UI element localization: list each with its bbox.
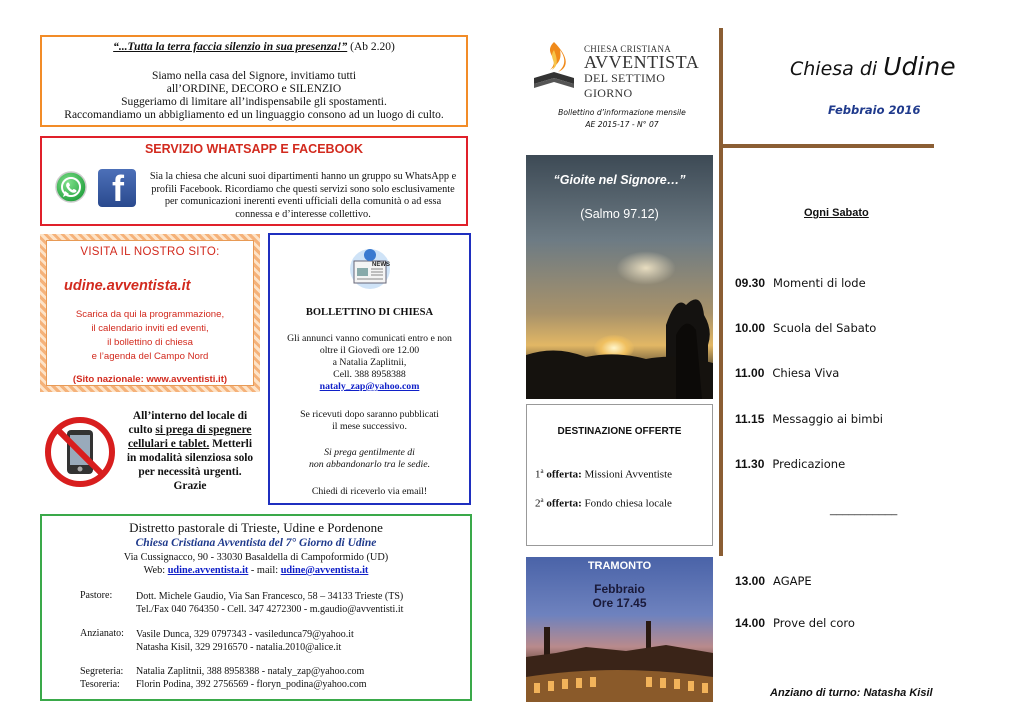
bulletin-title: BOLLETTINO DI CHIESA [305,307,434,318]
segreteria-info: Natalia Zaplitnii, 388 8958388 - nataly_zap@yahoo.com [136,666,365,677]
pastore-info [136,590,403,616]
whatsapp-icon [54,170,88,204]
district-title: Distretto pastorale di Trieste, Udine e Pordenone [129,520,383,535]
verse-ref: (Ab 2.20) [350,41,395,53]
anziani-line-2: Natasha Kisil, 329 2916570 - natalia.2010@alice.it [136,642,342,653]
schedule-separator: ___________ [830,504,898,516]
title-prefix: Chiesa di [790,58,884,80]
district-box [40,514,472,701]
issue-month: Febbraio 2016 [828,103,921,117]
schedule-row: 13.00 AGAPE [735,574,812,588]
logo-line-1: CHIESA CRISTIANA [584,44,672,54]
schedule-row: 11.15 Messaggio ai bimbi [735,412,883,426]
district-mail-link[interactable]: udine@avventista.it [280,565,369,576]
schedule-row: 11.30 Predicazione [735,457,846,471]
notice-line-1: Siamo nella casa del Signore, invitiamo tutti [151,70,357,82]
sky-image [526,155,713,399]
schedule-row: 11.00 Chiesa Viva [735,366,840,380]
offerings-box [526,404,713,546]
cross-vertical [719,28,723,556]
notice-line-4: Raccomandiamo un abbigliamento ed un linguaggio consono ad un luogo di culto. [64,109,444,121]
facebook-icon [98,169,136,207]
newspaper-icon [348,247,392,291]
bulletin-line-3: a Natalia Zaplitnii, [332,357,407,368]
tree-silhouettes [526,285,713,399]
schedule-heading: Ogni Sabato [804,207,869,219]
verse-text: “...Tutta la terra faccia silenzio in sua presenza!” [113,41,348,53]
church-logo [532,40,714,100]
pastore-label: Pastore: [80,590,113,601]
website-box [40,234,260,392]
sky-quote: “Gioite nel Signore…” [553,173,686,187]
phone-line-2: culto si prega di spegnere [128,424,252,436]
phone-line-1: All’interno del locale di [132,410,248,422]
cross-horizontal [723,144,934,148]
phone-line-4: in modalità silenziosa solo [126,452,254,464]
whatsapp-line-4: connessa e d’interesse collettivo. [235,208,371,220]
bulletin-text-2 [270,409,469,433]
verse-line [42,41,466,55]
bulletin-line-5: Se ricevuti dopo saranno pubblicati [300,409,439,420]
bulletin-info-line-2: AE 2015-17 - N° 07 [585,120,659,129]
whatsapp-title: SERVIZIO WHATSAPP E FACEBOOK [144,142,364,156]
site-text [46,308,254,364]
anziani-label: Anzianato: [80,628,124,639]
silence-notice-box [40,35,468,127]
notice-line-3: Suggeriamo di limitare all’indispensabile gli spostamenti. [121,96,387,108]
site-heading: VISITA IL NOSTRO SITO: [80,246,220,258]
bulletin-italic [270,447,469,471]
sunset-month: Febbraio [594,582,645,596]
site-national[interactable]: (Sito nazionale: www.avventisti.it) [72,374,228,385]
bulletin-closing: Chiedi di riceverlo via email! [311,486,428,497]
site-line-1: Scarica da qui la programmazione, [75,309,225,320]
bulletin-info [532,107,712,131]
bulletin-italic-2: non abbandonarlo tra le sedie. [308,459,431,470]
tesoreria-info: Florin Podina, 392 2756569 - floryn_podina@yahoo.com [136,679,367,690]
site-line-2: il calendario inviti ed eventi, [91,323,209,334]
site-line-4: e l’agenda del Campo Nord [91,351,209,362]
notice-line-2: all’ORDINE, DECORO e SILENZIO [166,83,342,95]
flame-bible-icon [532,40,576,90]
district-web-link[interactable]: udine.avventista.it [167,565,249,576]
whatsapp-facebook-box [40,136,468,226]
title-city: Udine [883,52,956,81]
bulletin-line-6: il mese successivo. [332,421,407,432]
schedule-row: 10.00 Scuola del Sabato [735,321,877,335]
news-label: NEWS [372,262,390,268]
elder-on-duty: Anziano di turno: Natasha Kisil [770,687,933,699]
segreteria-label: Segreteria: [80,666,124,677]
bulletin-email-link[interactable]: nataly_zap@yahoo.com [319,381,420,392]
bulletin-text [270,333,469,393]
offering-1: 1$^a$ offerta: Missioni Avventiste [535,467,673,481]
site-line-3: il bollettino di chiesa [107,337,193,348]
phone-line-5: per necessità urgenti. [138,466,242,478]
sky-ref: (Salmo 97.12) [580,207,659,221]
pastore-line-2: Tel./Fax 040 764350 - Cell. 347 4272300 - m.gaudio@avventisti.it [136,604,404,615]
city-silhouette [526,617,713,702]
page-title [790,52,956,81]
whatsapp-text [140,171,466,221]
bulletin-box [268,233,471,505]
facebook-glyph: f [112,168,124,209]
district-church: Chiesa Cristiana Avventista del 7° Giorno di Udine [135,537,377,549]
whatsapp-line-2: profili Facebook. Ricordiamo che questi servizi sono solo esclusivamente [151,183,455,195]
no-phone-icon [44,416,116,488]
offering-2: 2$^a$ offerta: Fondo chiesa locale [535,496,672,510]
bulletin-line-1: Gli annunci vanno comunicati entro e non [287,333,452,344]
district-address: Via Cussignacco, 90 - 33030 Basaldella di Campoformido (UD) [123,552,389,563]
phone-line-6: Grazie [173,480,207,492]
logo-line-3: DEL SETTIMO GIORNO [584,71,666,100]
bulletin-line-4: Cell. 388 8958388 [333,369,406,380]
offerings-title: DESTINAZIONE OFFERTE [557,426,682,437]
sunset-title: TRAMONTO [587,560,652,572]
bulletin-italic-1: Si prega gentilmente di [324,447,415,458]
phone-line-3: cellulari e tablet. Metterli [128,438,252,450]
pastore-line-1: Dott. Michele Gaudio, Via San Francesco, 58 – 34133 Trieste (TS) [136,591,404,602]
bulletin-line-2: oltre il Giovedì ore 12.00 [319,345,420,356]
anziani-info [136,628,354,654]
site-url[interactable]: udine.avventista.it [64,278,191,294]
schedule-row: 09.30 Momenti di lode [735,276,866,290]
phone-notice [118,409,262,493]
sunset-time-block [526,582,713,610]
sunset-time: Ore 17.45 [592,596,647,610]
whatsapp-line-1: Sia la chiesa che alcuni suoi dipartimenti hanno un gruppo su WhatsApp e [149,171,457,182]
district-web-line: Web: udine.avventista.it - mail: udine@avventista.it [143,565,369,576]
whatsapp-line-3: per comunicazioni inerenti eventi ufficiali della comunità o ad essa [164,196,442,207]
anziani-line-1: Vasile Dunca, 329 0797343 - vasiledunca79@yahoo.it [136,629,354,640]
schedule-row: 14.00 Prove del coro [735,616,855,630]
bulletin-info-line-1: Bollettino d’informazione mensile [558,108,686,117]
logo-line-2: AVVENTISTA [584,52,700,72]
sunset-image [526,557,713,702]
tesoreria-label: Tesoreria: [80,679,120,690]
